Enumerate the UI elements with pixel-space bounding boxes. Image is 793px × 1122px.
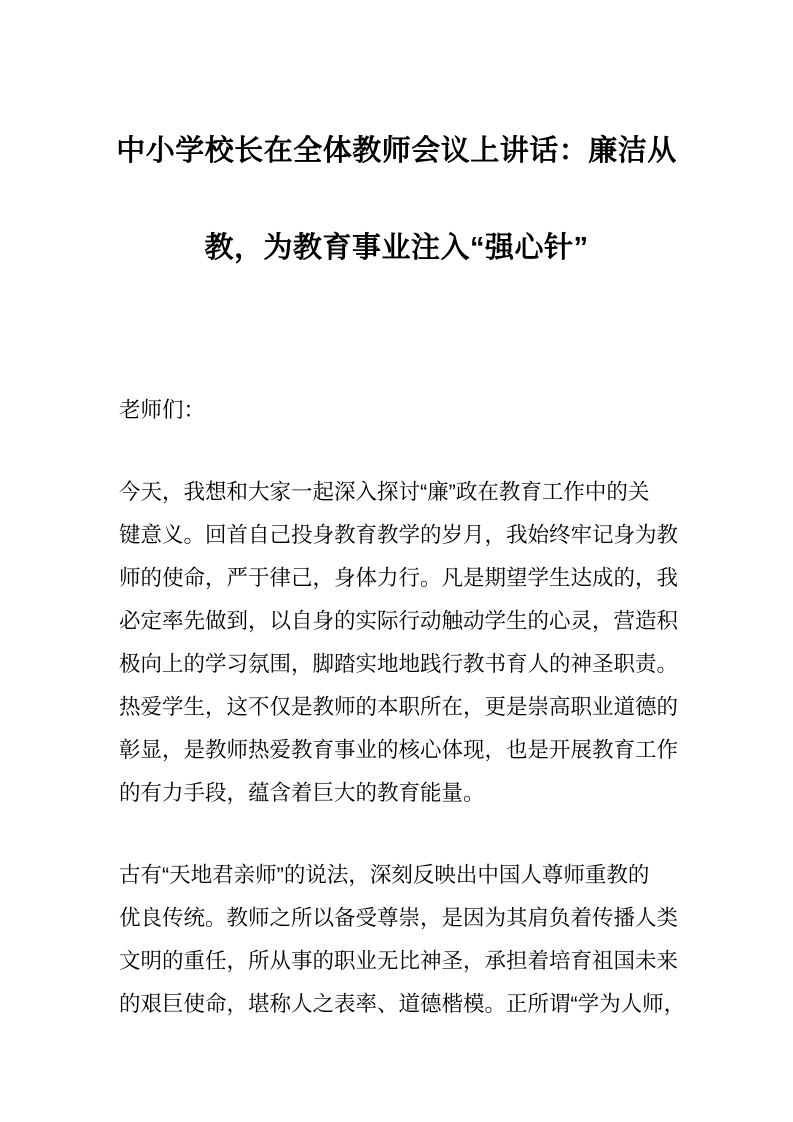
paragraph-1 [119,471,681,815]
paragraph-2 [119,854,686,1026]
title-line-2: 教，为教育事业注入“强心针” [204,232,589,264]
paragraph-1-line-1: 今天，我想和大家一起深入探讨“廉”政在教育工作中的关 [119,480,650,504]
document-body [119,389,686,1065]
title-line-1: 中小学校长在全体教师会议上讲话：廉洁从 [116,135,677,167]
paragraph-1-line-7: 彰显，是教师热爱教育事业的核心体现，也是开展教育工作 [119,738,679,762]
paragraph-2-line-4: 的艰巨使命，堪称人之表率、道德楷模。正所谓“学为人师， [119,992,686,1016]
paragraph-1-line-8: 的有力手段，蕴含着巨大的教育能量。 [119,781,485,805]
paragraph-1-line-6: 热爱学生，这不仅是教师的本职所在，更是崇高职业道德的 [119,695,679,719]
paragraph-1-line-5: 极向上的学习氛围，脚踏实地地践行教书育人的神圣职责。 [119,652,679,676]
salutation: 老师们： [119,398,206,422]
document-title [59,103,734,297]
paragraph-1-line-3: 师的使命，严于律己，身体力行。凡是期望学生达成的，我 [119,566,679,590]
paragraph-2-line-2: 优良传统。教师之所以备受尊崇，是因为其肩负着传播人类 [119,906,679,930]
paragraph-2-line-1: 古有“天地君亲师”的说法，深刻反映出中国人尊师重教的 [119,863,650,887]
paragraph-2-line-3: 文明的重任，所从事的职业无比神圣，承担着培育祖国未来 [119,949,679,973]
paragraph-1-line-2: 键意义。回首自己投身教育教学的岁月，我始终牢记身为教 [119,523,679,547]
paragraph-1-line-4: 必定率先做到，以自身的实际行动触动学生的心灵，营造积 [119,609,679,633]
